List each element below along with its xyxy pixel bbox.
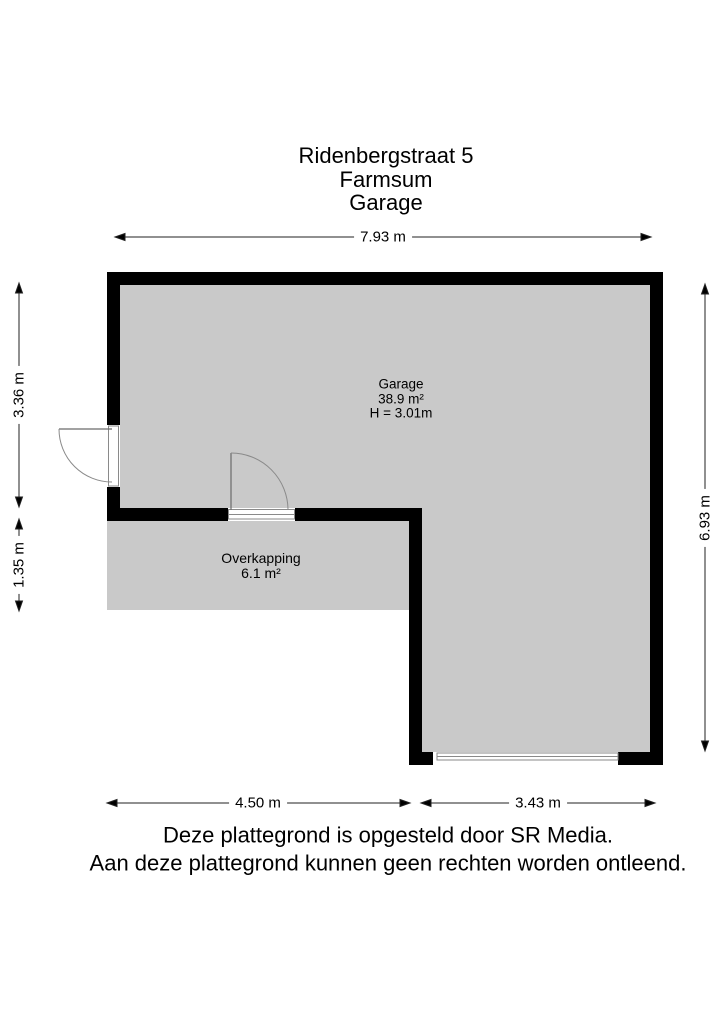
dimension-label-bottom-right: 3.43 m <box>509 795 567 812</box>
wall-interior-left <box>107 508 228 521</box>
wall-interior-right <box>295 508 422 521</box>
title-city: Farmsum <box>339 166 433 192</box>
room-area: 6.1 m² <box>241 565 281 581</box>
arrow-left-icon <box>421 800 431 807</box>
door-swing-arc <box>59 429 112 482</box>
arrow-up-icon <box>16 283 23 293</box>
dimension-label-left-lower: 1.35 m <box>11 536 28 594</box>
dimension-label-left-upper: 3.36 m <box>11 366 28 424</box>
title-plan-name: Garage <box>349 189 423 215</box>
arrow-right-icon <box>645 800 655 807</box>
arrow-down-icon <box>16 601 23 611</box>
room-ceiling-height: H = 3.01m <box>369 405 433 421</box>
arrow-up-icon <box>16 519 23 529</box>
garage-door-opening <box>437 753 618 760</box>
wall-top <box>107 272 663 285</box>
title-address: Ridenbergstraat 5 <box>298 142 474 168</box>
dimension-label-top: 7.93 m <box>354 229 412 246</box>
dimension-label-bottom-left: 4.50 m <box>229 795 287 812</box>
wall-vertical-lower <box>409 508 422 765</box>
wall-bottom-left-segment <box>409 752 433 765</box>
arrow-down-icon <box>16 497 23 507</box>
wall-left-upper <box>107 272 120 425</box>
arrow-up-icon <box>702 284 709 294</box>
dimension-label-right: 6.93 m <box>697 489 714 547</box>
arrow-right-icon <box>400 800 410 807</box>
room-name: Overkapping <box>221 550 301 566</box>
footer-line2: Aan deze plattegrond kunnen geen rechten worden ontleend. <box>89 850 687 875</box>
wall-right <box>650 272 663 765</box>
arrow-left-icon <box>107 800 117 807</box>
exterior-door <box>59 426 119 486</box>
arrow-down-icon <box>702 741 709 751</box>
garage-room-label <box>370 377 433 421</box>
footer-line1: Deze plattegrond is opgesteld door SR Media. <box>162 822 614 848</box>
footer-disclaimer <box>90 822 687 877</box>
room-area: 38.9 m² <box>378 390 424 406</box>
room-name: Garage <box>378 376 424 392</box>
arrow-right-icon <box>641 234 651 241</box>
door-frame <box>109 426 119 486</box>
plan-title <box>299 144 474 215</box>
overkapping-room-label <box>221 551 300 581</box>
arrow-left-icon <box>115 234 125 241</box>
wall-bottom-right-segment <box>618 752 663 765</box>
